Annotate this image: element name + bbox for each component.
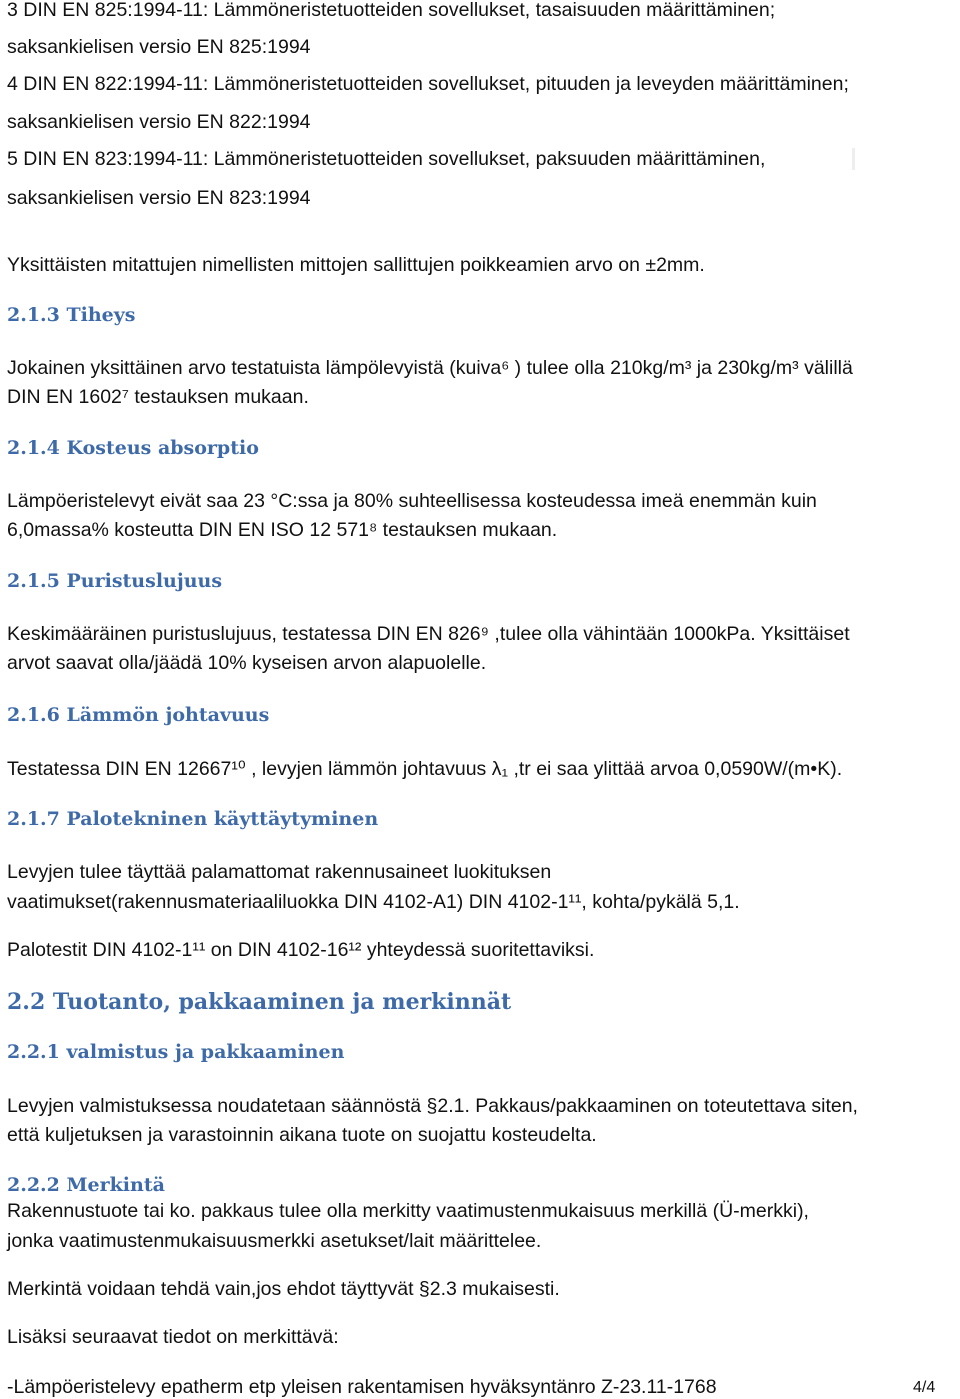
section-heading-2-2-2: 2.2.2 Merkintä [7, 1174, 165, 1196]
reference-line: saksankielisen versio EN 825:1994 [7, 36, 311, 58]
reference-line: 5 DIN EN 823:1994-11: Lämmöneristetuotteiden sovellukset, paksuuden määrittäminen, [7, 148, 766, 170]
paragraph-line: Rakennustuote tai ko. pakkaus tulee olla merkitty vaatimustenmukaisuus merkillä (Ü-merkki), [7, 1200, 809, 1222]
section-heading-2-1-5: 2.1.5 Puristuslujuus [7, 570, 223, 592]
paragraph-line: Levyjen tulee täyttää palamattomat rakennusaineet luokituksen [7, 861, 552, 883]
paragraph-line: Merkintä voidaan tehdä vain,jos ehdot täyttyvät §2.3 mukaisesti. [7, 1278, 560, 1300]
section-heading-2-2-1: 2.2.1 valmistus ja pakkaaminen [7, 1041, 345, 1063]
paragraph-line: Jokainen yksittäinen arvo testatuista lämpölevyistä (kuiva⁶ ) tulee olla 210kg/m³ ja 230kg/m³ välillä [7, 357, 853, 379]
paragraph-line: Lämpöeristelevyt eivät saa 23 °C:ssa ja 80% suhteellisessa kosteudessa imeä enemmän kuin [7, 490, 817, 512]
section-heading-2-1-3: 2.1.3 Tiheys [7, 304, 136, 326]
paragraph-line: Lisäksi seuraavat tiedot on merkittävä: [7, 1326, 339, 1348]
page-number: 4/4 [913, 1379, 936, 1396]
section-heading-2-2: 2.2 Tuotanto, pakkaaminen ja merkinnät [7, 989, 512, 1015]
reference-line: 3 DIN EN 825:1994-11: Lämmöneristetuotteiden sovellukset, tasaisuuden määrittäminen; [7, 0, 776, 21]
paragraph-line: että kuljetuksen ja varastoinnin aikana tuote on suojattu kosteudelta. [7, 1124, 597, 1146]
paragraph-line: arvot saavat olla/jäädä 10% kyseisen arvon alapuolelle. [7, 652, 487, 674]
paragraph-line: vaatimukset(rakennusmateriaaliluokka DIN 4102-A1) DIN 4102-1¹¹, kohta/pykälä 5,1. [7, 891, 740, 913]
reference-line: saksankielisen versio EN 823:1994 [7, 187, 311, 209]
paragraph-line: jonka vaatimustenmukaisuusmerkki asetukset/lait määrittelee. [7, 1230, 542, 1252]
section-heading-2-1-6: 2.1.6 Lämmön johtavuus [7, 704, 270, 726]
paragraph-line: 6,0massa% kosteutta DIN EN ISO 12 571⁸ testauksen mukaan. [7, 519, 558, 541]
section-heading-2-1-4: 2.1.4 Kosteus absorptio [7, 437, 259, 459]
scan-artifact [852, 148, 855, 170]
paragraph-line: Levyjen valmistuksessa noudatetaan säännöstä §2.1. Pakkaus/pakkaaminen on toteutettava siten, [7, 1095, 858, 1117]
section-heading-2-1-7: 2.1.7 Palotekninen käyttäytyminen [7, 808, 379, 830]
tolerance-paragraph: Yksittäisten mitattujen nimellisten mittojen sallittujen poikkeamien arvo on ±2mm. [7, 254, 705, 276]
footer-text: -Lämpöeristelevy epatherm etp yleisen rakentamisen hyväksyntänro Z-23.11-1768 [7, 1376, 717, 1398]
reference-line: 4 DIN EN 822:1994-11: Lämmöneristetuotteiden sovellukset, pituuden ja leveyden määrittäminen; [7, 73, 849, 95]
paragraph-line: Testatessa DIN EN 12667¹⁰ , levyjen lämmön johtavuus λ₁ ,tr ei saa ylittää arvoa 0,0590W/(m•K). [7, 758, 843, 780]
paragraph-line: Palotestit DIN 4102-1¹¹ on DIN 4102-16¹² yhteydessä suoritettaviksi. [7, 939, 595, 961]
paragraph-line: Keskimääräinen puristuslujuus, testatessa DIN EN 826⁹ ,tulee olla vähintään 1000kPa. Yksittäiset [7, 623, 850, 645]
paragraph-line: DIN EN 1602⁷ testauksen mukaan. [7, 386, 309, 408]
reference-line: saksankielisen versio EN 822:1994 [7, 111, 311, 133]
